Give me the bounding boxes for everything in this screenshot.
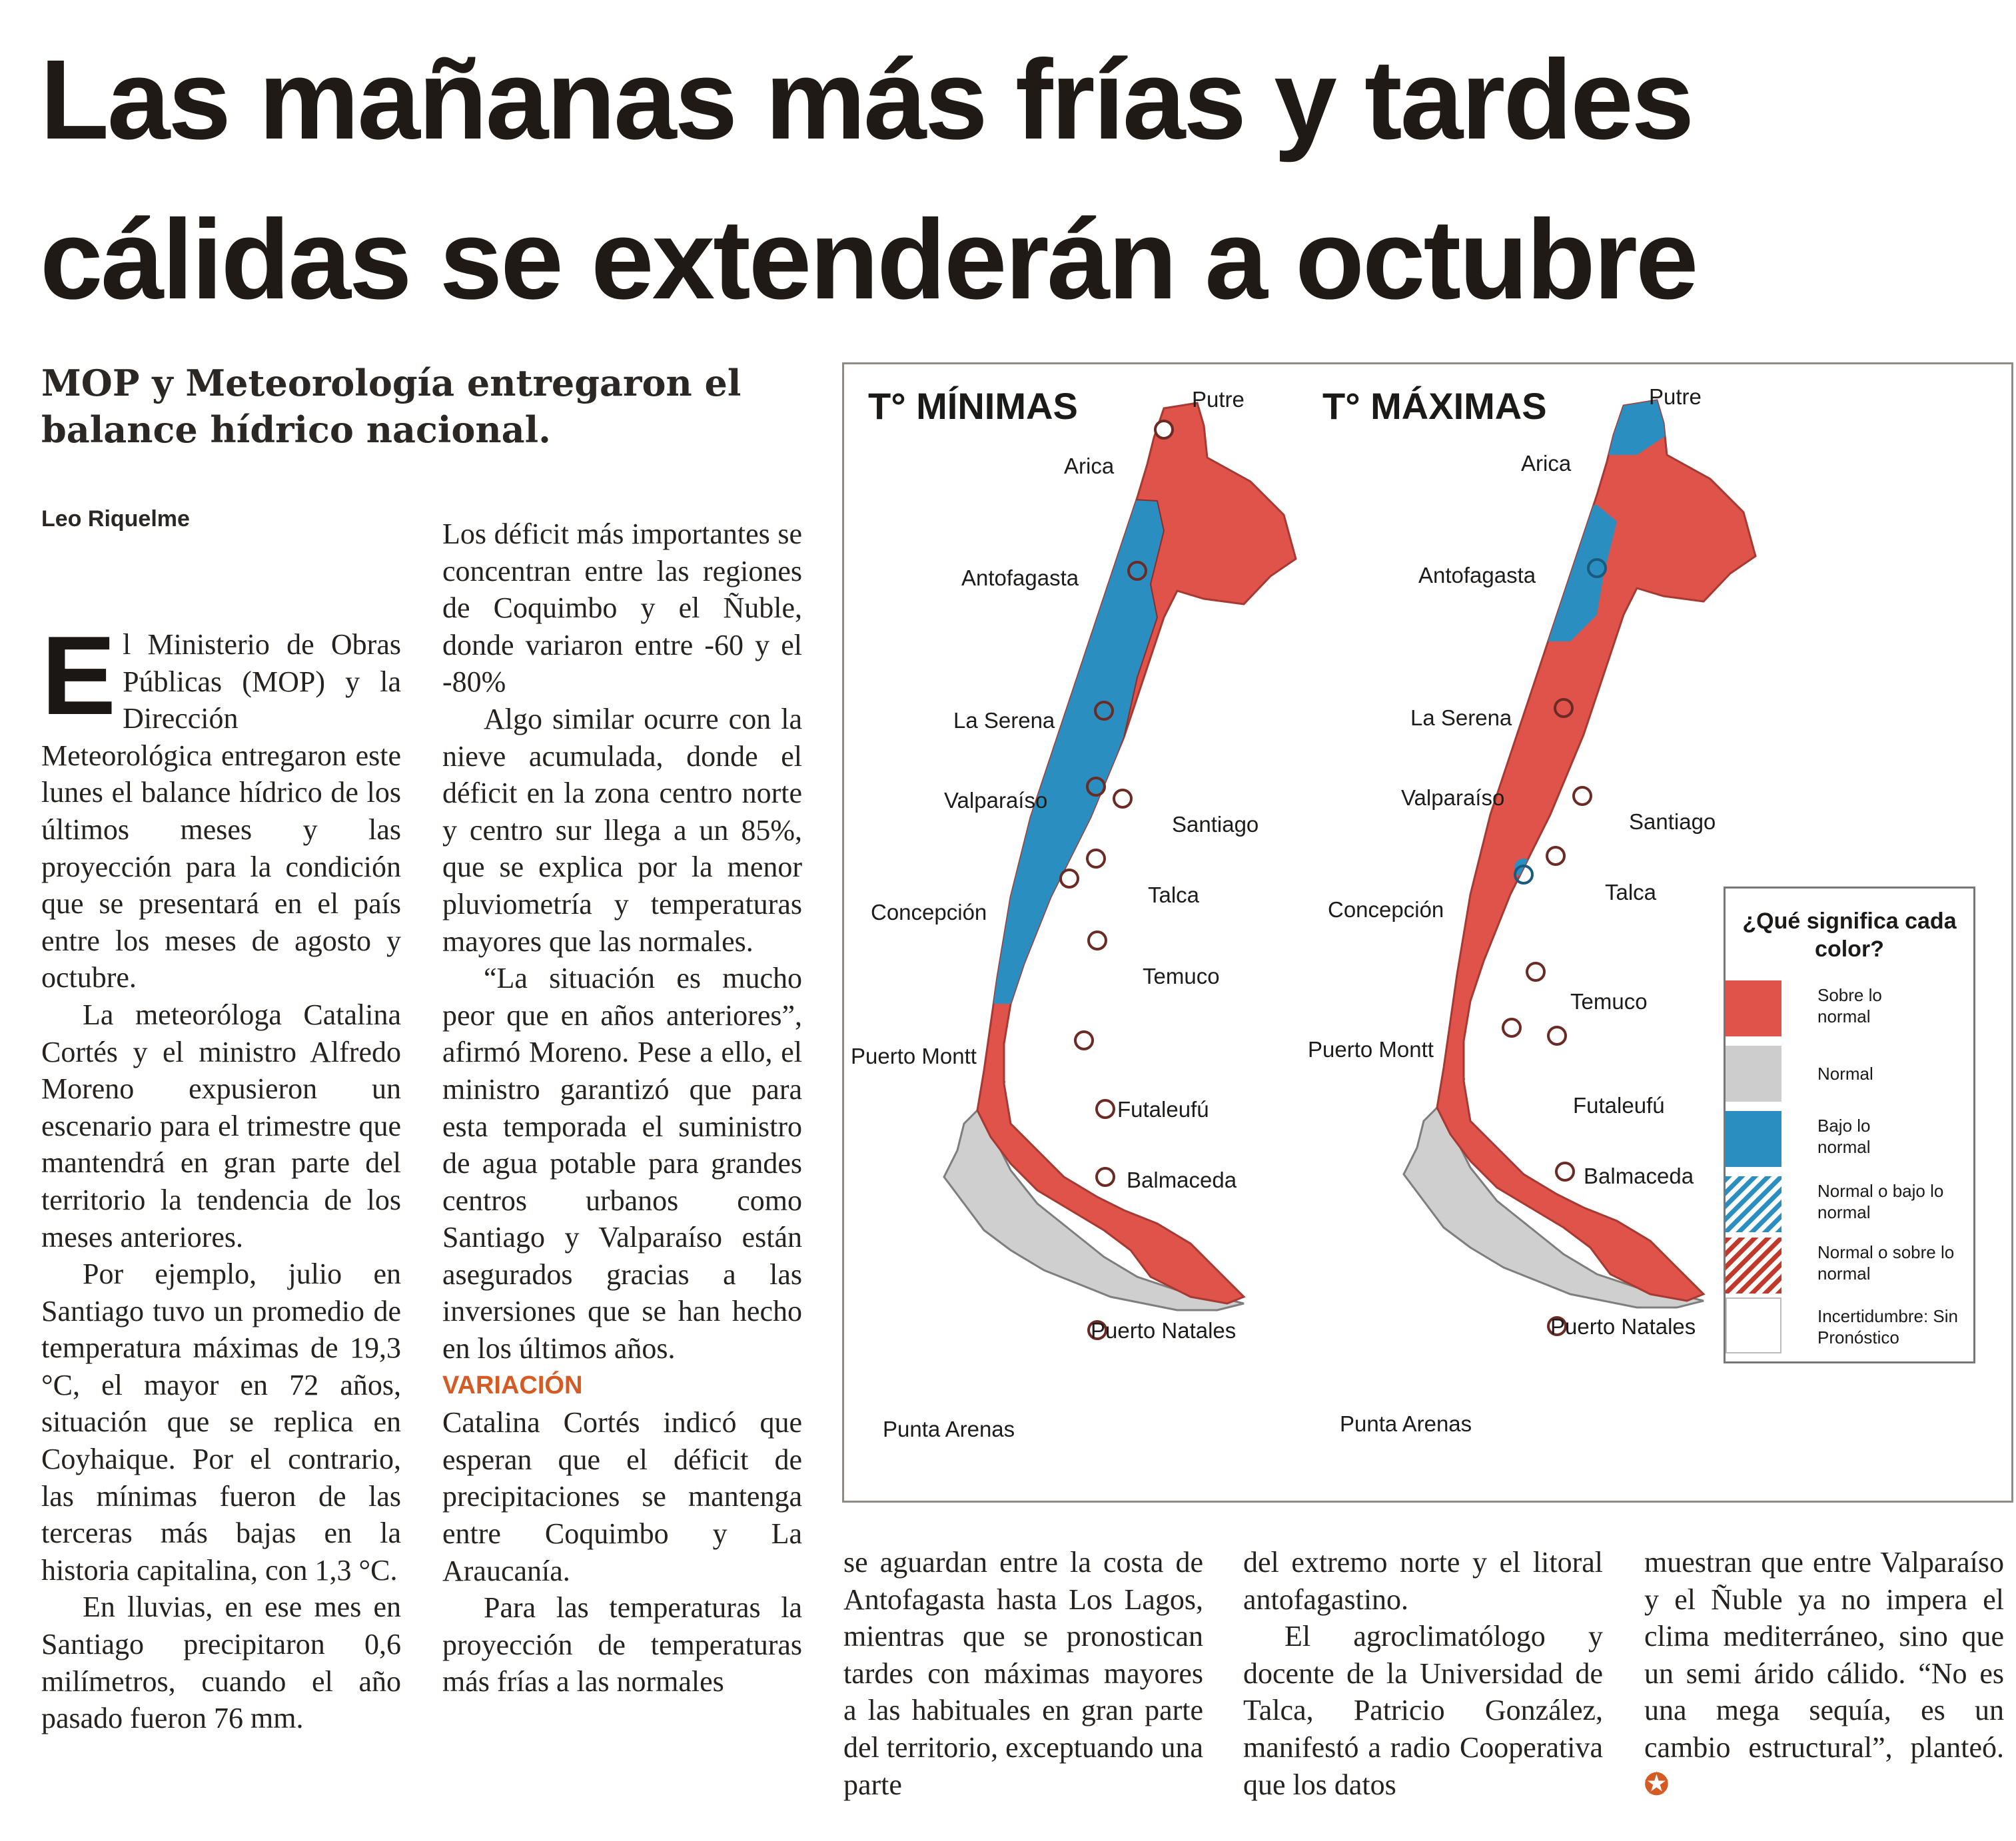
body-column-2 <box>442 516 802 1700</box>
legend-label: Bajo lo normal <box>1817 1116 1871 1157</box>
city-label: Puerto Natales <box>1091 1318 1237 1343</box>
city-label: Putre <box>1192 387 1245 412</box>
legend-swatch-normal-or-below <box>1726 1176 1781 1232</box>
legend-label: Sobre lo normal <box>1817 985 1882 1026</box>
map-title-maximas: T° MÁXIMAS <box>1322 385 1547 427</box>
map-minimas <box>944 403 1296 1339</box>
headline-line-2: cálidas se extenderán a octubre <box>40 196 1697 323</box>
paragraph: “La situación es mucho peor que en años anteriores”, afirmó Moreno. Pese a ello, el ministro garantizó que para esta temporada el suministro de agua potable para grandes centros urbanos como Santiago y Valparaíso están asegurados gracias a las inversiones que se han hecho en los últimos años. <box>442 962 802 1365</box>
body-column-3 <box>843 1544 1203 1803</box>
body-column-4 <box>1243 1544 1603 1803</box>
city-label: Putre <box>1649 384 1702 409</box>
city-label: La Serena <box>1410 705 1512 730</box>
city-label: Concepción <box>1328 897 1444 922</box>
section-subhead: VARIACIÓN <box>442 1371 583 1399</box>
color-legend <box>1724 887 1975 1363</box>
drop-cap: E <box>41 613 117 738</box>
body-column-5 <box>1644 1544 2004 1803</box>
legend-swatch-below-normal <box>1726 1111 1781 1167</box>
city-label: Antofagasta <box>961 565 1079 590</box>
legend-swatch-above-normal <box>1726 980 1781 1036</box>
paragraph: La meteoróloga Catalina Cortés y el ministro Alfredo Moreno expusieron un escenario para el trimestre que mantendrá en gran parte del territorio la tendencia de los meses anteriores. <box>41 998 401 1254</box>
city-label: Punta Arenas <box>1340 1411 1472 1436</box>
paragraph: Catalina Cortés indicó que esperan que el déficit de precipitaciones se mantenga entre Coquimbo y La Araucanía. <box>442 1406 802 1587</box>
city-label: Santiago <box>1629 809 1716 834</box>
city-label: Valparaíso <box>944 788 1048 813</box>
headline-line-1: Las mañanas más frías y tardes <box>40 37 1693 163</box>
city-label: Santiago <box>1172 812 1259 837</box>
map-title-minimas: T° MÍNIMAS <box>868 385 1078 427</box>
infographic-temperature-maps <box>842 362 2013 1503</box>
paragraph: Algo similar ocurre con la nieve acumulada, donde el déficit en la zona centro norte y centro sur llega a un 85%, que se explica por la menor pluviometría y temperaturas mayores que las normales. <box>442 702 802 958</box>
paragraph: En lluvias, en ese mes en Santiago precipitaron 0,6 milímetros, cuando el año pasado fueron 76 mm. <box>41 1591 401 1735</box>
headline <box>40 20 1985 340</box>
paragraph: del extremo norte y el litoral antofagastino. <box>1243 1546 1603 1616</box>
city-label: Futaleufú <box>1573 1093 1665 1118</box>
city-label: Antofagasta <box>1418 563 1536 587</box>
city-label: La Serena <box>953 708 1055 733</box>
paragraph: Los déficit más importantes se concentran entre las regiones de Coquimbo y el Ñuble, donde variaron entre -60 y el -80% <box>442 518 802 699</box>
end-mark-icon: ✪ <box>1644 1768 1669 1801</box>
city-label: Futaleufú <box>1117 1097 1209 1122</box>
body-column-1 <box>41 613 401 1737</box>
paragraph: El agroclimatólogo y docente de la Universidad de Talca, Patricio González, manifestó a radio Cooperativa que los datos <box>1243 1620 1603 1801</box>
city-label: Valparaíso <box>1401 785 1505 810</box>
legend-label: Normal <box>1817 1064 1873 1084</box>
city-label: Concepción <box>871 900 987 924</box>
paragraph: El Ministerio de Obras Públicas (MOP) y la Dirección Meteorológica entregaron este lunes el balance hídrico de los últimos meses y las proyección para la condición que se presentará en el país entre los meses de agosto y octubre. <box>41 613 401 994</box>
city-label: Punta Arenas <box>883 1417 1015 1441</box>
legend-label: Normal o sobre lo normal <box>1817 1242 1955 1284</box>
legend-swatch-normal-or-above <box>1726 1238 1781 1293</box>
city-label: Temuco <box>1143 964 1220 988</box>
legend-label: Incertidumbre: Sin Pronóstico <box>1817 1306 1958 1347</box>
city-label: Balmaceda <box>1127 1168 1237 1192</box>
city-label: Arica <box>1064 454 1115 478</box>
paragraph: Para las temperaturas la proyección de temperaturas más frías a las normales <box>442 1591 802 1698</box>
paragraph: muestran que entre Valparaíso y el Ñuble ya no impera el clima mediterráneo, sino que un semi árido cálido. “No es una mega sequía, es un cambio estructural”, planteó. ✪ <box>1644 1546 2004 1801</box>
city-label: Talca <box>1148 883 1200 907</box>
byline: Leo Riquelme <box>41 506 190 532</box>
legend-title: ¿Qué significa cada color? <box>1742 909 1957 962</box>
city-label: Talca <box>1605 880 1657 905</box>
paragraph: se aguardan entre la costa de Antofagasta hasta Los Lagos, mientras que se pronostican tardes con máximas mayores a las habituales en gran parte del territorio, exceptuando una parte <box>843 1546 1204 1801</box>
city-label: Puerto Montt <box>1308 1037 1434 1062</box>
city-label: Temuco <box>1570 989 1648 1014</box>
map-maximas <box>1404 388 1756 1335</box>
legend-swatch-uncertainty <box>1726 1297 1781 1353</box>
paragraph: Por ejemplo, julio en Santiago tuvo un promedio de temperatura máximas de 19,3 °C, el mayor en 72 años, situación que se replica en Coyhaique. Por el contrario, las mínimas fueron de las terceras más bajas en la historia capitalina, con 1,3 °C. <box>41 1258 401 1587</box>
city-label: Puerto Natales <box>1550 1314 1696 1339</box>
deck: MOP y Meteorología entregaron el balance hídrico nacional. <box>41 362 742 451</box>
city-label: Arica <box>1521 451 1572 476</box>
legend-label: Normal o bajo lo normal <box>1817 1181 1944 1222</box>
city-label: Balmaceda <box>1584 1164 1694 1188</box>
legend-swatch-normal <box>1726 1046 1781 1102</box>
city-label: Puerto Montt <box>851 1044 977 1068</box>
